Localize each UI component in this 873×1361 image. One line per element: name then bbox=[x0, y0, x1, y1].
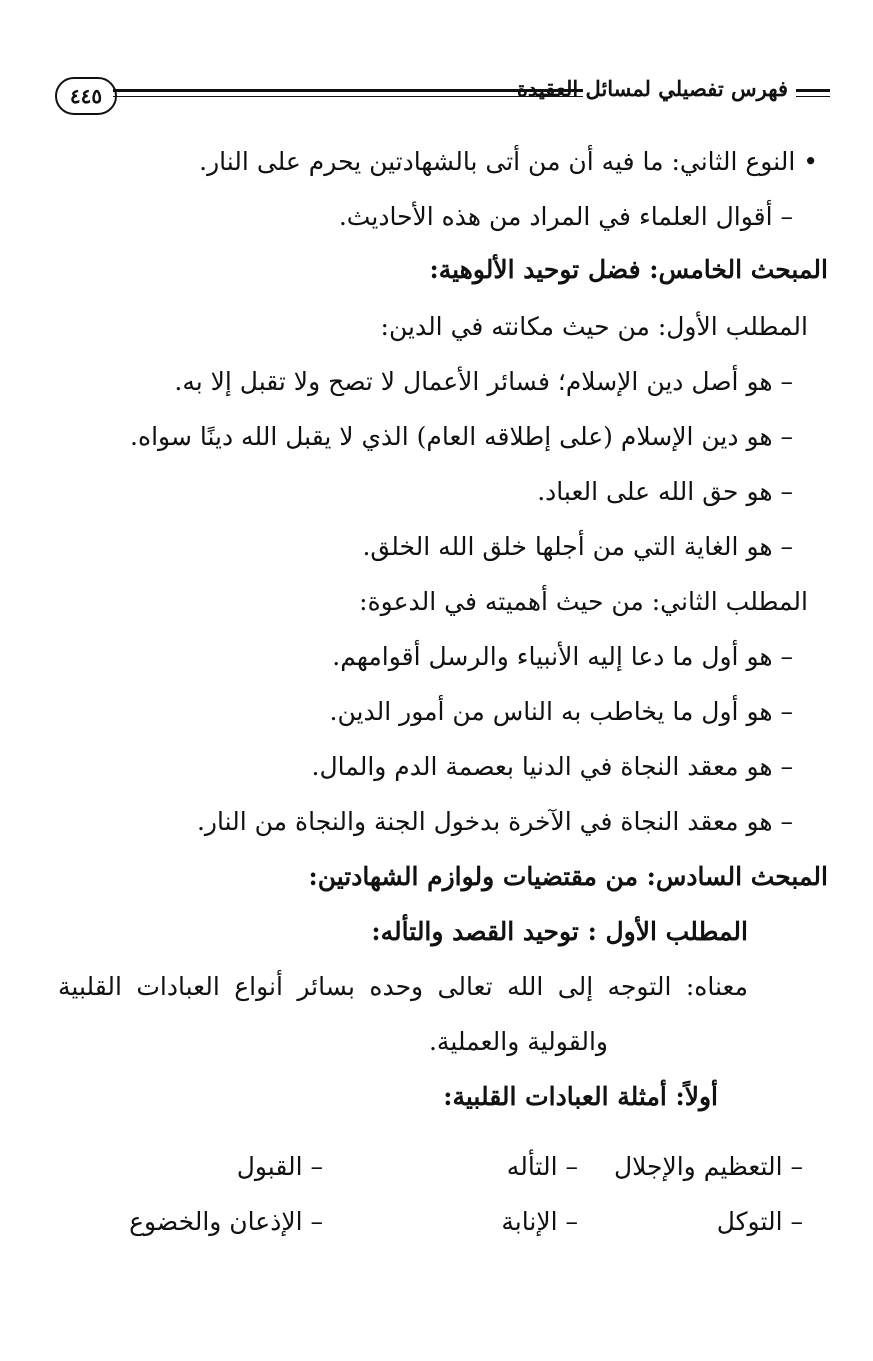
page-header bbox=[55, 70, 830, 130]
list-item: – التوكل bbox=[716, 1207, 803, 1236]
subsection-heading: المطلب الأول: من حيث مكانته في الدين: bbox=[380, 312, 808, 341]
text-line: معناه: التوجه إلى الله تعالى وحده بسائر أنواع العبادات القلبية bbox=[58, 972, 748, 1001]
text-line: – هو أول ما دعا إليه الأنبياء والرسل أقوامهم. bbox=[332, 642, 793, 671]
subsection-heading: المطلب الثاني: من حيث أهميته في الدعوة: bbox=[359, 587, 808, 616]
text-line: – أقوال العلماء في المراد من هذه الأحاديث. bbox=[338, 202, 793, 231]
header-rule bbox=[113, 89, 583, 97]
list-item: – الإنابة bbox=[501, 1207, 578, 1236]
header-rule-mark bbox=[796, 89, 830, 97]
text-line: – هو الغاية التي من أجلها خلق الله الخلق. bbox=[362, 532, 793, 561]
section-heading: المبحث الخامس: فضل توحيد الألوهية: bbox=[429, 255, 828, 284]
list-item: – القبول bbox=[236, 1152, 323, 1181]
text-line: – هو أول ما يخاطب به الناس من أمور الدين. bbox=[329, 697, 793, 726]
page-number: ٤٤٥ bbox=[55, 77, 117, 115]
text-line: – هو دين الإسلام (على إطلاقه العام) الذي لا يقبل الله دينًا سواه. bbox=[130, 422, 793, 451]
list-heading: أولاً: أمثلة العبادات القلبية: bbox=[443, 1082, 718, 1111]
list-item: – الإذعان والخضوع bbox=[129, 1207, 323, 1236]
list-item: – التأله bbox=[506, 1152, 578, 1181]
list-item: – التعظيم والإجلال bbox=[613, 1152, 803, 1181]
text-line: – هو أصل دين الإسلام؛ فسائر الأعمال لا تصح ولا تقبل إلا به. bbox=[174, 367, 793, 396]
text-line: – هو حق الله على العباد. bbox=[537, 477, 793, 506]
text-line: • النوع الثاني: ما فيه أن من أتى بالشهادتين يحرم على النار. bbox=[199, 145, 818, 179]
text-line: والقولية والعملية. bbox=[428, 1027, 608, 1056]
text-line: – هو معقد النجاة في الدنيا بعصمة الدم والمال. bbox=[311, 752, 793, 781]
section-heading: المبحث السادس: من مقتضيات ولوازم الشهادتين: bbox=[308, 862, 828, 891]
text-line: – هو معقد النجاة في الآخرة بدخول الجنة والنجاة من النار. bbox=[196, 807, 793, 836]
subsection-heading: المطلب الأول : توحيد القصد والتأله: bbox=[371, 917, 748, 946]
running-title: فهرس تفصيلي لمسائل العقيدة bbox=[516, 76, 788, 101]
